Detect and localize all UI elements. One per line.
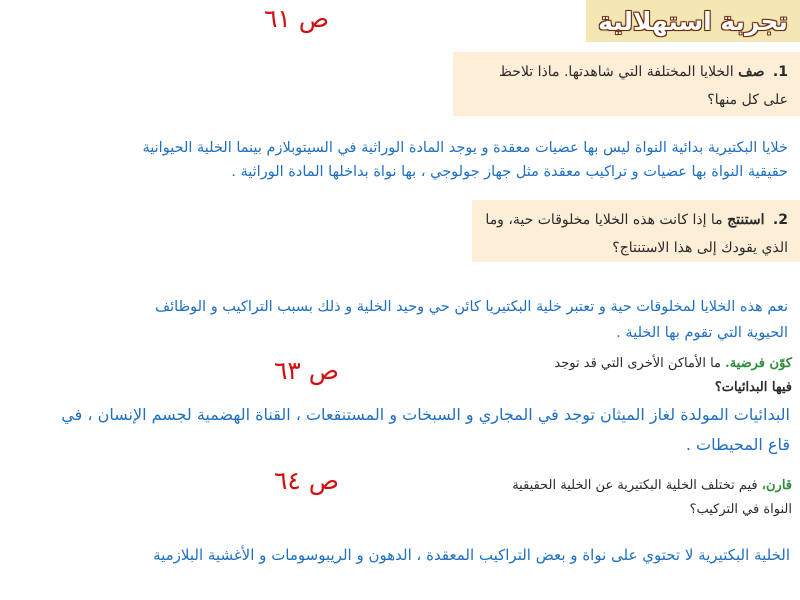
lesson-title: تجربة استهلالية <box>598 6 788 36</box>
question-2-keyword: استنتج <box>727 212 765 228</box>
page-ref-61: ص ٦١ <box>264 4 330 33</box>
answer-4-line-1: الخلية البكتيرية لا تحتوي على نواة و بعض التراكيب المعقدة ، الدهون و الريبوسومات و الأغشية البلازمية <box>153 546 790 564</box>
question-3-text-1: ما الأماكن الأخرى التي قد توجد <box>554 356 722 371</box>
answer-3-line-1: البدائيات المولدة لغاز الميثان توجد في المجاري و السبخات و المستنقعات ، القناة الهضمية لجسم الإنسان ، في <box>61 405 790 424</box>
question-2-box <box>472 200 800 262</box>
question-1-keyword: صف <box>738 64 765 80</box>
question-4 <box>500 474 792 522</box>
question-3 <box>520 352 792 400</box>
question-3-keyword: كوّن فرضية. <box>725 356 792 371</box>
question-4-line-1 <box>500 474 792 498</box>
question-2-number: 2. <box>772 212 788 228</box>
question-3-line-1 <box>520 352 792 376</box>
page-ref-63: ص ٦٣ <box>274 356 340 385</box>
answer-2-line-1: نعم هذه الخلايا لمخلوقات حية و تعتبر خلية البكتيريا كائن حي وحيد الخلية و ذلك بسبب التراكيب و الوظائف <box>155 299 788 315</box>
question-4-keyword: قارن، <box>761 478 792 493</box>
question-4-text-2: النواة في التركيب؟ <box>689 502 792 517</box>
question-1-line-1 <box>465 58 788 86</box>
answer-1-line-2: حقيقية النواة بها عضيات و تراكيب معقدة مثل جهاز جولوجي ، بها نواة بداخلها المادة الوراثية . <box>231 164 788 180</box>
lesson-title-banner <box>586 0 800 42</box>
answer-2-line-2: الحيوية التي تقوم بها الخلية . <box>616 325 788 341</box>
question-2-text-2: الذي يقودك إلى هذا الاستنتاج؟ <box>612 240 788 256</box>
question-1-text-1: الخلايا المختلفة التي شاهدتها. ماذا تلاحظ <box>499 64 734 80</box>
question-1-text-2: على كل منها؟ <box>707 92 788 108</box>
answer-3 <box>20 400 790 460</box>
answer-3-line-2: قاع المحيطات . <box>685 435 790 454</box>
question-1-number: 1. <box>772 64 788 80</box>
question-1-box <box>453 52 800 116</box>
page-ref-64: ص ٦٤ <box>274 466 340 495</box>
answer-1 <box>12 136 788 184</box>
question-4-text-1: فيم تختلف الخلية البكتيرية عن الخلية الحقيقية <box>512 478 758 493</box>
question-3-text-2: فيها البدائيات؟ <box>714 380 792 395</box>
answer-4 <box>30 542 790 568</box>
answer-2 <box>30 294 788 346</box>
answer-1-line-1: خلايا البكتيرية بدائية النواة ليس بها عضيات معقدة و يوجد المادة الوراثية في السيتوبلازم بينما الخلية الحيوانية <box>142 140 788 156</box>
question-2-line-1 <box>484 206 788 234</box>
question-2-text-1: ما إذا كانت هذه الخلايا مخلوقات حية، وما <box>485 212 723 228</box>
